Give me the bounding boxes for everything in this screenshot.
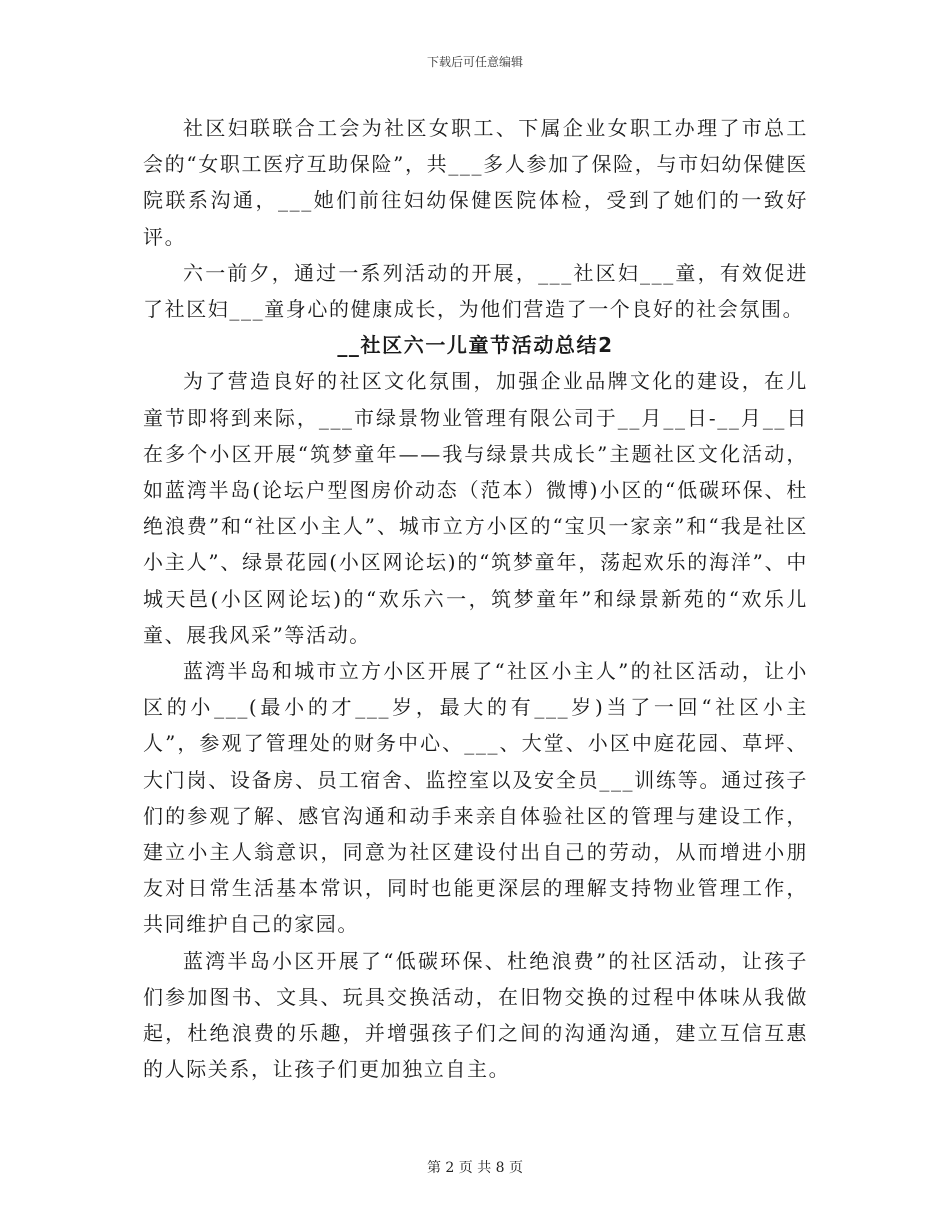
- paragraph: 蓝湾半岛和城市立方小区开展了“社区小主人”的社区活动，让小区的小___(最小的才___岁，最大的有___岁)当了一回“社区小主人”，参观了管理处的财务中心、___、大堂、小区中庭花园、草坪、大门岗、设备房、员工宿舍、监控室以及安全员___训练等。通过孩子们的参观了解、感官沟通和动手来亲自体验社区的管理与建设工作，建立小主人翁意识，同意为社区建设付出自己的劳动，从而增进小朋友对日常生活基本常识，同时也能更深层的理解支持物业管理工作，共同维护自己的家园。: [143, 659, 808, 937]
- paragraph: 社区妇联联合工会为社区女职工、下属企业女职工办理了市总工会的“女职工医疗互助保险”，共___多人参加了保险，与市妇幼保健医院联系沟通，___她们前往妇幼保健医院体检，受到了她们的一致好评。: [143, 116, 808, 249]
- page-header: 下载后可任意编辑: [426, 55, 523, 69]
- document-body: [143, 110, 808, 1087]
- page-footer: 第 2 页 共 8 页: [426, 1160, 524, 1176]
- paragraph: 为了营造良好的社区文化氛围，加强企业品牌文化的建设，在儿童节即将到来际，___市绿景物业管理有限公司于__月__日-__月__日在多个小区开展“筑梦童年——我与绿景共成长”主题社区文化活动，如蓝湾半岛(论坛户型图房价动态（范本）微博)小区的“低碳环保、杜绝浪费”和“社区小主人”、城市立方小区的“宝贝一家亲”和“我是社区小主人”、绿景花园(小区网论坛)的“筑梦童年，荡起欢乐的海洋”、中城天邑(小区网论坛)的“欢乐六一，筑梦童年”和绿景新苑的“欢乐儿童、展我风采”等活动。: [143, 369, 808, 647]
- section-heading: __社区六一儿童节活动总结2: [337, 333, 614, 358]
- paragraph: 六一前夕，通过一系列活动的开展，___社区妇___童，有效促进了社区妇___童身心的健康成长，为他们营造了一个良好的社会氛围。: [143, 260, 808, 322]
- paragraph: 蓝湾半岛小区开展了“低碳环保、杜绝浪费”的社区活动，让孩子们参加图书、文具、玩具交换活动，在旧物交换的过程中体味从我做起，杜绝浪费的乐趣，并增强孩子们之间的沟通沟通，建立互信互惠的人际关系，让孩子们更加独立自主。: [143, 948, 808, 1082]
